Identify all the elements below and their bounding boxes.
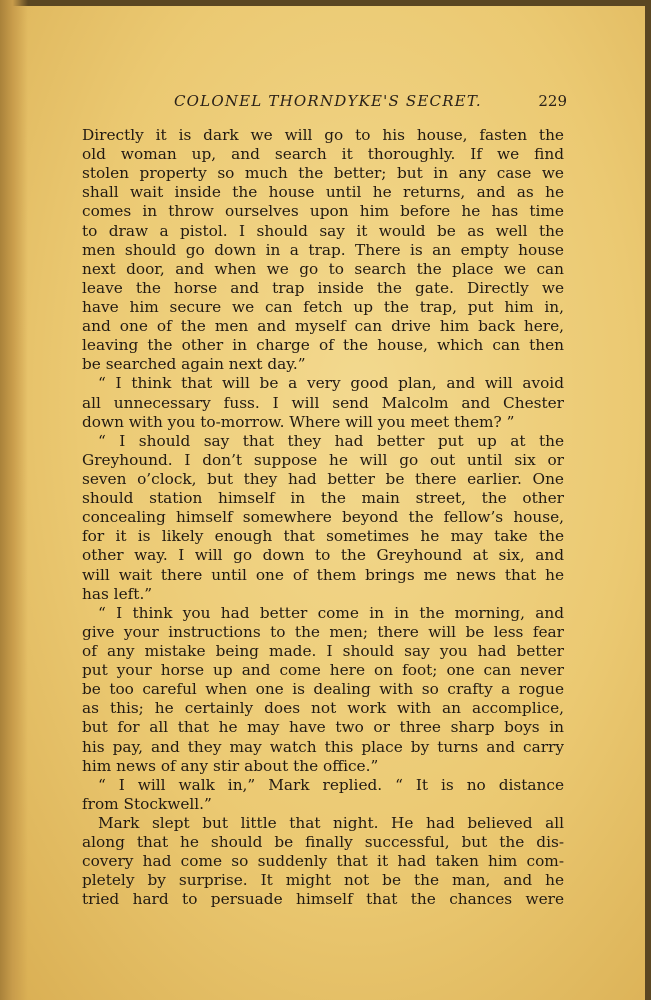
text-line: from Stockwell.” [82,794,212,813]
text-line: covery had come so suddenly that it had taken him com- [82,852,564,871]
text-line: as this; he certainly does not work with an accomplice, [82,699,564,718]
text-line: stolen property so much the better; but in any case we [82,164,564,183]
text-line: Greyhound. I don’t suppose he will go out until six or [82,450,564,469]
text-line: old woman up, and search it thoroughly. If we find [82,145,564,164]
body-text [82,126,564,909]
spine-shadow [0,0,28,1000]
text-line: concealing himself somewhere beyond the fellow’s house, [82,508,564,527]
text-line: down with you to-morrow. Where will you meet them? ” [82,412,515,431]
text-line: “ I should say that they had better put up at the [98,431,564,450]
text-line: next door, and when we go to search the place we can [82,259,564,278]
text-line: of any mistake being made. I should say you had better [82,641,564,660]
running-head [82,92,567,114]
text-line: other way. I will go down to the Greyhound at six, and [82,546,564,565]
text-line: give your instructions to the men; there will be less fear [82,622,564,641]
page-top-edge [0,0,651,6]
text-line: put your horse up and come here on foot; one can never [82,661,564,680]
text-line: and one of the men and myself can drive him back here, [82,317,564,336]
page-number: 229 [538,92,567,110]
text-line: seven o’clock, but they had better be there earlier. One [82,469,564,488]
text-line: along that he should be finally successful, but the dis- [82,833,564,852]
text-line: comes in throw ourselves upon him before he has time [82,202,564,221]
text-line: has left.” [82,584,153,603]
text-line: Mark slept but little that night. He had believed all [98,813,564,832]
text-line: “ I think you had better come in in the morning, and [98,603,564,622]
running-title: COLONEL THORNDYKE'S SECRET. [174,92,482,110]
text-line: have him secure we can fetch up the trap, put him in, [82,297,564,316]
text-line: leaving the other in charge of the house, which can then [82,336,564,355]
text-line: shall wait inside the house until he returns, and as he [82,183,564,202]
text-line: him news of any stir about the office.” [82,756,379,775]
text-line: “ I think that will be a very good plan, and will avoid [98,374,564,393]
text-line: will wait there until one of them brings me news that he [82,565,564,584]
text-line: be too careful when one is dealing with so crafty a rogue [82,680,564,699]
text-line: Directly it is dark we will go to his house, fasten the [82,126,564,144]
text-line: pletely by surprise. It might not be the man, and he [82,871,564,890]
text-line: “ I will walk in,” Mark replied. “ It is no distance [98,775,564,794]
page-right-edge [645,0,651,1000]
text-line: men should go down in a trap. There is an empty house [82,240,564,259]
text-line: but for all that he may have two or three sharp boys in [82,718,564,737]
text-line: all unnecessary fuss. I will send Malcolm and Chester [82,393,564,412]
text-line: tried hard to persuade himself that the chances were [82,890,564,909]
text-line: his pay, and they may watch this place by turns and carry [82,737,564,756]
text-line: to draw a pistol. I should say it would be as well the [82,221,564,240]
text-line: should station himself in the main street, the other [82,489,564,508]
text-line: be searched again next day.” [82,355,306,374]
text-line: leave the horse and trap inside the gate. Directly we [82,278,564,297]
text-line: for it is likely enough that sometimes he may take the [82,527,564,546]
